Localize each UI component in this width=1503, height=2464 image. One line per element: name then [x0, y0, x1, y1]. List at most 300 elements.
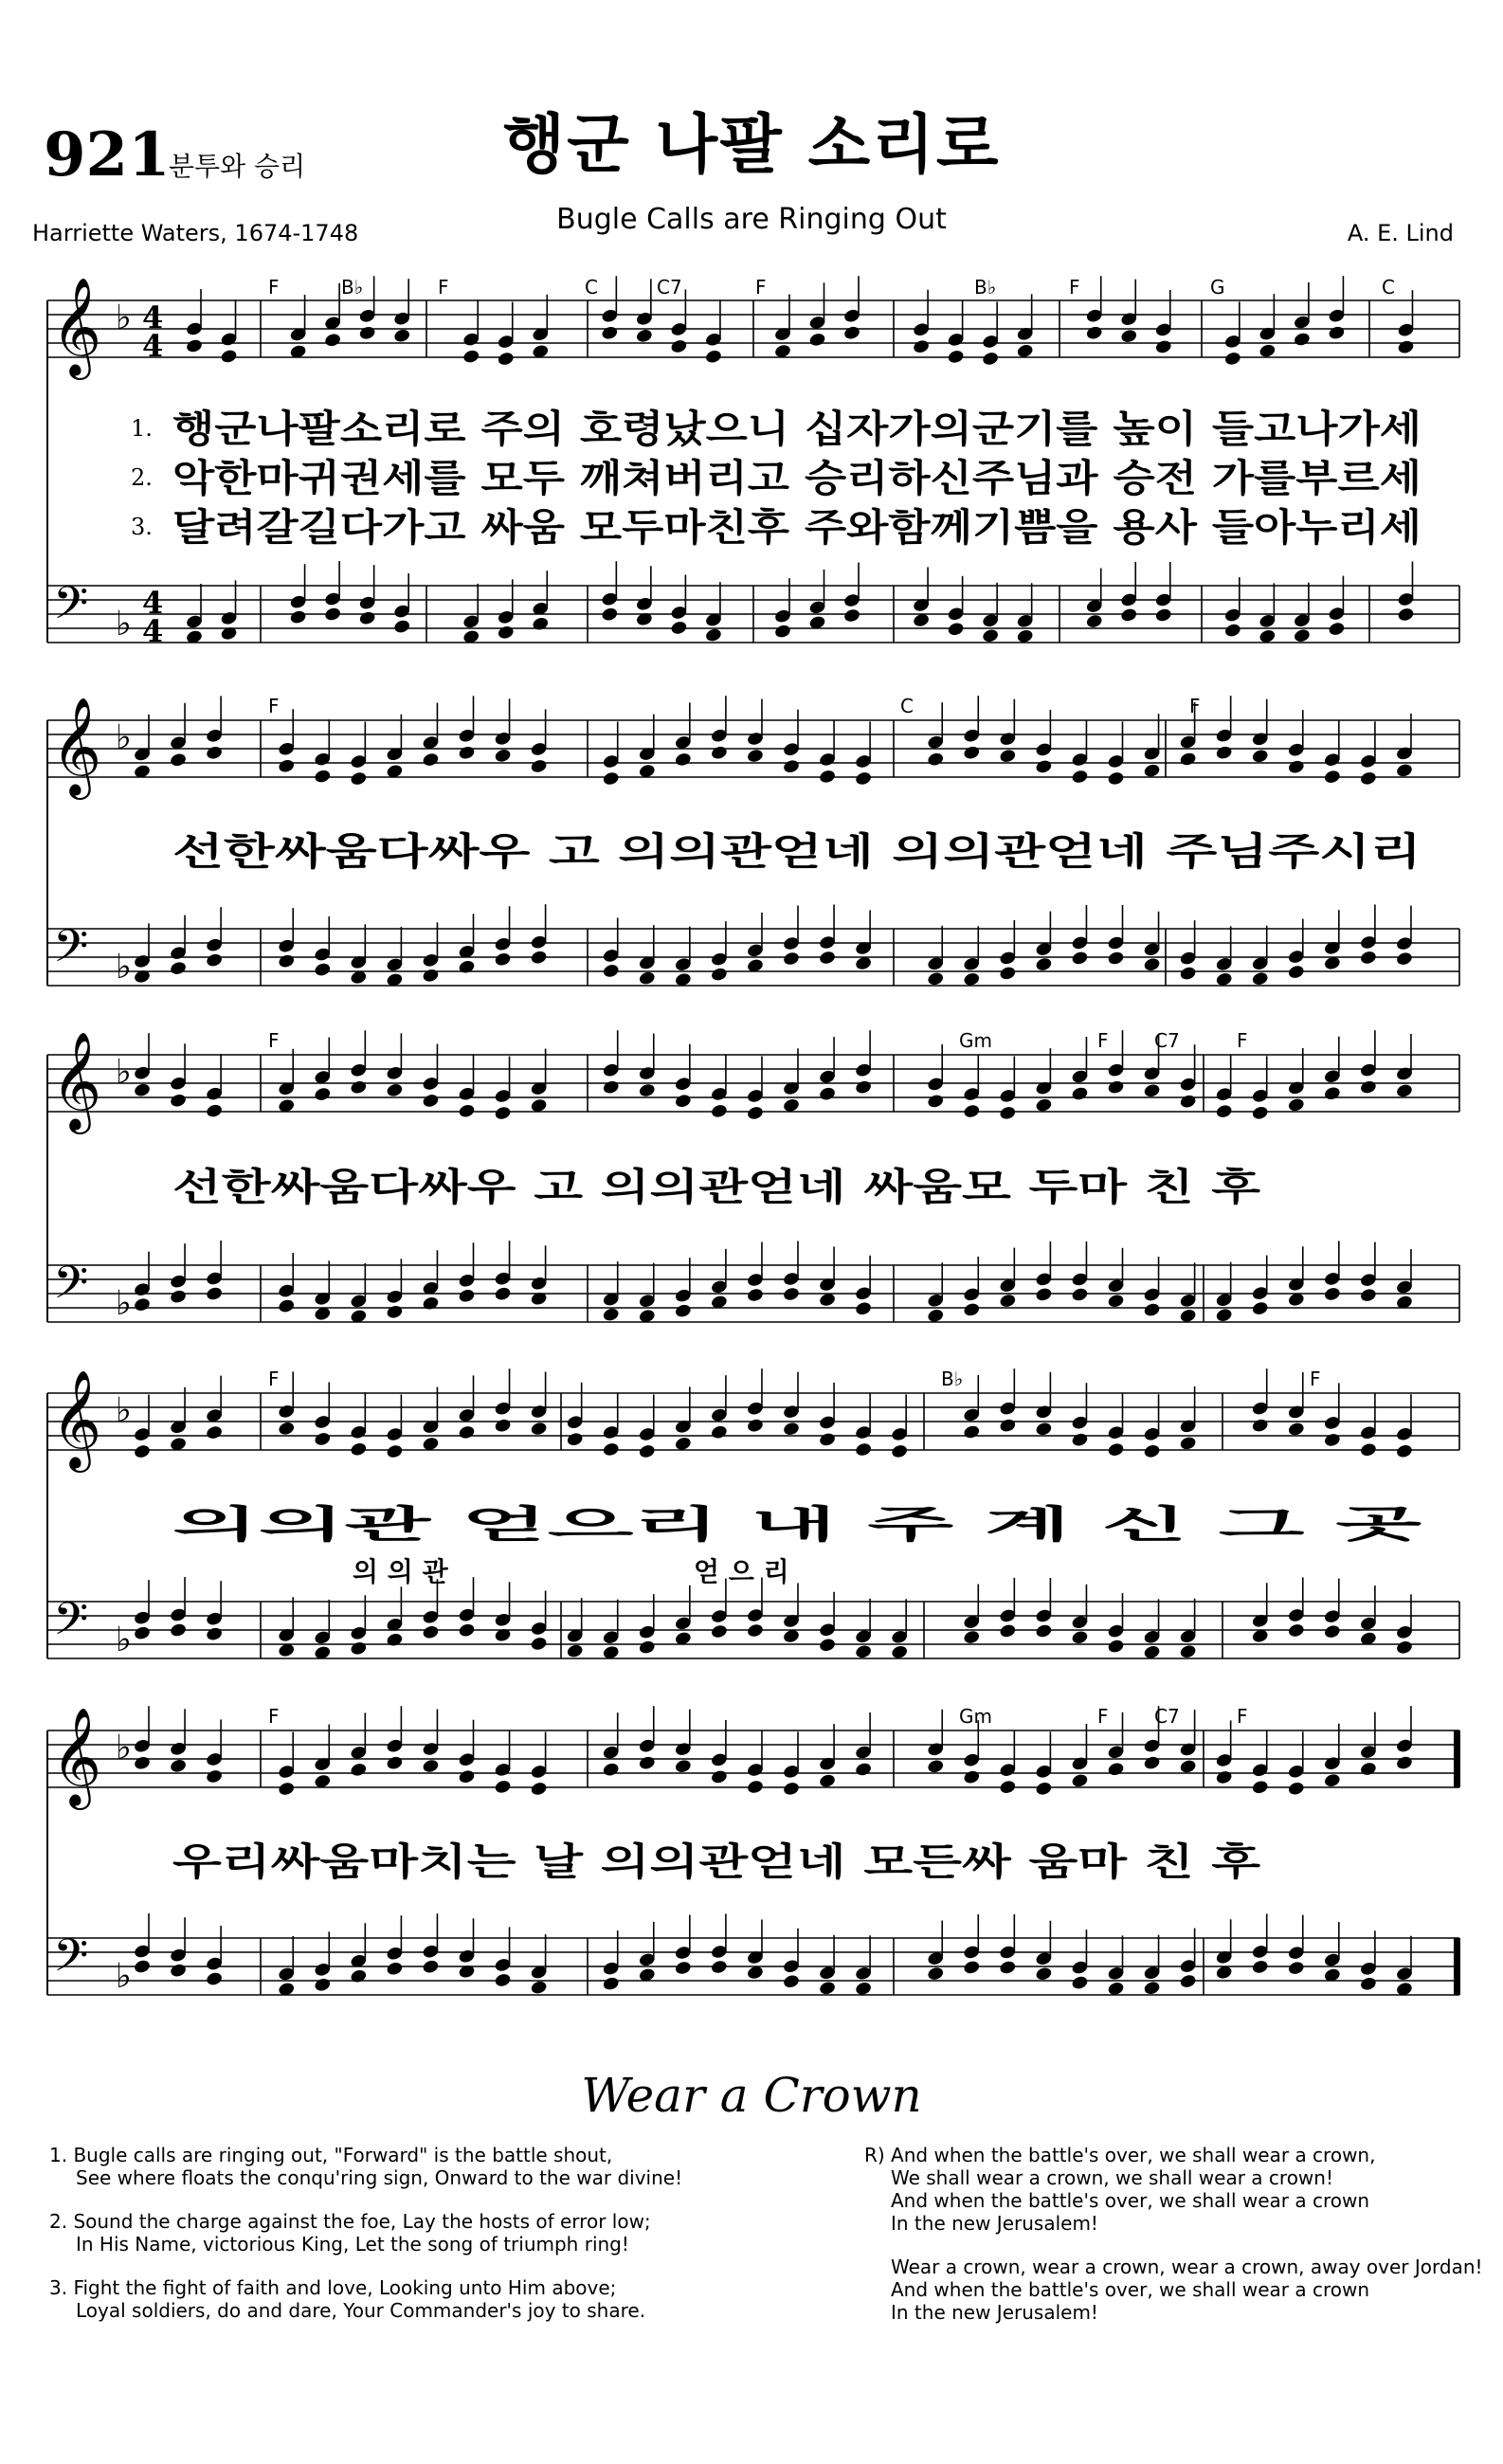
chord-symbol: F [268, 695, 280, 717]
note-head [1035, 1623, 1053, 1640]
note-head [169, 1963, 187, 1979]
lyric-line-refrain-1: 선한싸움다싸우 고 의의관얻네 의의관얻네 주님주시리 [172, 830, 1422, 874]
note-head [422, 1093, 440, 1109]
note-head [393, 328, 411, 344]
note-head [386, 1443, 404, 1459]
note-head [462, 349, 480, 365]
note-head [891, 1443, 909, 1459]
note-head [422, 1758, 440, 1774]
note-head [422, 1624, 440, 1640]
note-head [1293, 332, 1311, 348]
note-head [386, 1961, 404, 1977]
note-head [350, 1968, 368, 1984]
note-head [278, 1781, 296, 1797]
note-head [842, 325, 860, 341]
note-head [704, 627, 722, 643]
flat-icon: ♭ [116, 1729, 132, 1767]
verse-number: 1. [131, 415, 153, 442]
note-head [947, 621, 965, 637]
chord-symbol: F [1189, 695, 1201, 717]
note-head [206, 745, 224, 761]
note-head [458, 1622, 476, 1639]
note-head [963, 1629, 981, 1645]
chord-symbol: F [268, 1705, 280, 1728]
bass-clef-icon: 𝄢 [53, 1929, 89, 1993]
note-head [422, 1959, 440, 1975]
note-head [638, 1443, 656, 1459]
note-head [1035, 1097, 1053, 1114]
lyric-line-verse-2: 악한마귀권세를 모두 깨쳐버리고 승리하신주님과 승전 가를부르세 [172, 457, 1422, 500]
composer-credit: A. E. Lind [1347, 220, 1454, 246]
note-head [206, 1103, 224, 1119]
note-head [494, 1779, 512, 1795]
note-head [1154, 607, 1172, 624]
chord-symbol: F [1237, 1029, 1248, 1052]
note-head [1179, 1643, 1197, 1659]
note-head [855, 1643, 873, 1659]
note-head [1323, 1623, 1341, 1640]
note-head [1359, 1079, 1377, 1096]
verse-line: 3. Fight the fight of faith and love, Looking unto Him above; [49, 2276, 617, 2299]
note-head [324, 607, 342, 623]
note-head [601, 325, 619, 341]
note-head [1397, 339, 1415, 355]
note-head [169, 1289, 187, 1305]
chord-symbol: B♭ [974, 276, 997, 299]
verse-line: Loyal soldiers, do and dare, Your Commander's joy to share. [76, 2299, 646, 2322]
note-head [782, 1286, 800, 1302]
note-head [494, 1286, 512, 1302]
note-head [1107, 770, 1125, 787]
note-head [494, 951, 512, 968]
chord-symbol: B♭ [341, 276, 364, 299]
note-head [927, 752, 945, 768]
note-head [497, 625, 515, 641]
note-head [314, 1086, 332, 1102]
note-head [1143, 763, 1161, 779]
note-head [704, 349, 722, 365]
note-head [1287, 1960, 1305, 1976]
note-head [1035, 1421, 1053, 1437]
chord-symbol: F [438, 276, 449, 299]
time-signature-bottom: 4 [142, 613, 164, 649]
note-head [635, 328, 653, 344]
note-head [913, 338, 931, 354]
hymn-number: 921 [44, 119, 171, 190]
treble-clef-icon: 𝄞 [51, 1707, 102, 1806]
note-head [963, 1103, 981, 1119]
chord-symbol: C7 [1154, 1705, 1180, 1728]
lyric-line-refrain-4: 우리싸움마치는 날 의의관얻네 모든싸 움마 친 후 [172, 1840, 1261, 1884]
note-head [350, 1640, 368, 1657]
note-head [169, 1622, 187, 1639]
note-head [818, 1086, 836, 1102]
note-head [422, 1295, 440, 1312]
note-head [1143, 1755, 1161, 1771]
note-head [1120, 328, 1138, 344]
note-head [1085, 613, 1103, 629]
verse-line: In the new Jerusalem! [891, 2212, 1098, 2235]
chord-symbol: F [1237, 1705, 1248, 1728]
note-head [1215, 1769, 1233, 1785]
note-head [1397, 607, 1415, 623]
note-head [278, 953, 296, 969]
note-head [1120, 607, 1138, 624]
note-head [1359, 1287, 1377, 1303]
note-head [638, 1082, 656, 1098]
note-head [566, 1431, 584, 1447]
note-head [855, 1441, 873, 1458]
note-head [602, 770, 620, 787]
hymn-title-english: Bugle Calls are Ringing Out [556, 203, 947, 236]
note-head [314, 1431, 332, 1447]
note-head [710, 1959, 728, 1975]
note-head [1323, 769, 1341, 785]
note-head [1328, 325, 1346, 341]
note-head [1251, 1959, 1269, 1975]
note-head [314, 769, 332, 785]
note-head [1154, 339, 1172, 355]
lyric-line-verse-3: 달려갈길다가고 싸움 모두마친후 주와함께기쁨을 용사 들아누리세 [172, 506, 1422, 550]
note-head [1395, 1755, 1413, 1771]
note-head [1359, 1976, 1377, 1992]
note-head [927, 1094, 945, 1110]
flat-icon: ♭ [116, 718, 132, 757]
note-head [1251, 1300, 1269, 1316]
note-head [350, 1441, 368, 1458]
note-head [206, 1626, 224, 1642]
note-head [1071, 1086, 1089, 1102]
note-head [602, 1307, 620, 1323]
note-head [1287, 964, 1305, 980]
note-head [674, 752, 692, 768]
note-head [746, 1287, 764, 1303]
note-head [602, 963, 620, 979]
note-head [358, 610, 376, 626]
note-head [1359, 950, 1377, 966]
note-head [133, 1082, 151, 1098]
note-head [638, 1755, 656, 1771]
note-head [1071, 1629, 1089, 1645]
author-credit: Harriette Waters, 1674-1748 [32, 220, 359, 246]
note-head [314, 962, 332, 978]
note-head [458, 1103, 476, 1119]
verse-line: And when the battle's over, we shall wear a crown [891, 2189, 1370, 2212]
verse-line: See where floats the conqu'ring sign, Onward to the war divine! [76, 2166, 683, 2189]
note-head [133, 1296, 151, 1313]
note-head [710, 1623, 728, 1640]
note-head [169, 960, 187, 976]
chord-symbol: F [268, 1368, 280, 1390]
note-head [494, 748, 512, 764]
note-head [1287, 1097, 1305, 1114]
note-head [458, 1424, 476, 1440]
note-head [638, 1640, 656, 1656]
note-head [1323, 1432, 1341, 1448]
note-head [710, 1424, 728, 1440]
time-signature-top: 4 [142, 299, 164, 335]
note-head [1395, 1443, 1413, 1459]
note-head [1107, 1293, 1125, 1309]
note-head [358, 325, 376, 341]
flat-icon: ♭ [116, 1621, 132, 1659]
note-head [350, 1762, 368, 1778]
note-head [855, 1981, 873, 1997]
note-head [350, 1079, 368, 1096]
note-head [710, 1769, 728, 1785]
treble-clef-icon: 𝄞 [51, 277, 102, 376]
note-head [386, 1632, 404, 1648]
note-head [674, 1093, 692, 1109]
note-head [638, 970, 656, 987]
note-head [602, 1079, 620, 1096]
note-head [999, 1623, 1017, 1640]
lyric-line-verse-1: 행군나팔소리로 주의 호령났으니 십자가의군기를 높이 들고나가세 [172, 408, 1422, 451]
refrain-part-2 [864, 2256, 1490, 2324]
note-head [963, 1424, 981, 1440]
note-head [1016, 343, 1034, 359]
note-head [963, 1302, 981, 1318]
final-barline [1454, 1938, 1459, 1995]
chord-symbol: G [1210, 276, 1225, 299]
note-head [855, 1762, 873, 1778]
note-head [1107, 951, 1125, 967]
chord-symbol: F [1097, 1705, 1109, 1728]
note-head [1035, 759, 1053, 775]
note-head [670, 338, 688, 354]
note-head [278, 758, 296, 774]
note-head [1215, 1103, 1233, 1119]
note-head [1215, 1307, 1233, 1323]
chord-symbol: F [1069, 276, 1080, 299]
note-head [324, 332, 342, 348]
lyric-alto-echo-1: 의 의 관 [353, 1556, 448, 1587]
note-head [710, 745, 728, 761]
lyric-line-refrain-3: 의의관 얻으리 내 주 계 신 그 곳 [172, 1503, 1422, 1547]
note-head [1323, 1772, 1341, 1788]
note-head [458, 745, 476, 761]
note-head [999, 1960, 1017, 1976]
note-head [458, 959, 476, 975]
verse-numbers [131, 415, 153, 540]
note-head [710, 967, 728, 983]
note-head [746, 1105, 764, 1121]
note-head [133, 1959, 151, 1975]
note-head [1223, 351, 1241, 367]
note-head [982, 627, 1000, 643]
note-head [818, 1980, 836, 1996]
chord-symbol: C7 [1154, 1029, 1180, 1052]
note-head [818, 1773, 836, 1789]
note-head [1293, 627, 1311, 643]
note-head [386, 1304, 404, 1320]
note-head [1143, 1980, 1161, 1996]
note-head [746, 1622, 764, 1639]
note-head [206, 1286, 224, 1302]
verse-line: 2. Sound the charge against the foe, Lay the hosts of error low; [49, 2210, 651, 2233]
note-head [1107, 1761, 1125, 1777]
chord-symbol: C [585, 276, 598, 299]
note-head [782, 951, 800, 967]
note-head [1359, 1441, 1377, 1458]
note-head [422, 752, 440, 768]
note-head [602, 1762, 620, 1778]
note-head [601, 607, 619, 623]
note-head [927, 1966, 945, 1982]
note-head [963, 971, 981, 987]
note-head [855, 1079, 873, 1096]
note-head [1251, 1779, 1269, 1795]
note-head [220, 349, 238, 365]
flat-icon: ♭ [116, 299, 132, 337]
flat-icon: ♭ [116, 1957, 132, 1996]
note-head [746, 1779, 764, 1795]
flat-icon: ♭ [116, 605, 132, 643]
chord-symbol: F [268, 276, 280, 299]
lyric-line-refrain-2: 선한싸움다싸우 고 의의관얻네 싸움모 두마 친 후 [172, 1166, 1261, 1209]
note-head [891, 1644, 909, 1660]
note-head [1395, 951, 1413, 967]
note-head [999, 1105, 1017, 1121]
note-head [855, 1300, 873, 1316]
note-head [530, 1421, 548, 1437]
refrain-title: Wear a Crown [581, 2068, 922, 2123]
chord-symbol: Gm [959, 1029, 992, 1052]
note-head [818, 950, 836, 966]
english-verse-2 [49, 2210, 770, 2256]
note-head [1107, 1079, 1125, 1096]
note-head [314, 1977, 332, 1993]
note-head [393, 619, 411, 635]
note-head [1359, 770, 1377, 787]
note-head [1143, 956, 1161, 972]
verse-number: 2. [131, 464, 153, 491]
note-head [206, 1971, 224, 1987]
verse-line: Wear a crown, wear a crown, wear a crown, away over Jordan! [891, 2256, 1483, 2278]
english-refrain [864, 2144, 1490, 2345]
note-head [1071, 1773, 1089, 1789]
note-head [674, 1960, 692, 1976]
note-head [1251, 1105, 1269, 1121]
note-head [289, 609, 307, 625]
chord-symbol: C7 [657, 276, 682, 299]
note-head [999, 966, 1017, 982]
treble-clef-icon: 𝄞 [51, 1031, 102, 1131]
note-head [927, 1758, 945, 1774]
note-head [458, 1768, 476, 1785]
note-head [1287, 1781, 1305, 1797]
english-verse-1 [49, 2144, 770, 2189]
note-head [1179, 1094, 1197, 1110]
note-head [497, 351, 515, 367]
note-head [1143, 1302, 1161, 1318]
note-head [710, 1103, 728, 1119]
note-head [927, 1308, 945, 1324]
note-head [1071, 951, 1089, 967]
bass-clef-icon: 𝄢 [53, 576, 89, 641]
note-head [602, 1976, 620, 1992]
chord-symbol: B♭ [941, 1368, 964, 1390]
note-head [818, 1432, 836, 1448]
note-head [963, 745, 981, 761]
time-signature-bottom: 4 [142, 328, 164, 364]
flat-icon: ♭ [116, 948, 132, 987]
note-head [1287, 1422, 1305, 1438]
flat-icon: ♭ [116, 1391, 132, 1430]
verse-line: R) And when the battle's over, we shall wear a crown, [864, 2144, 1376, 2166]
note-head [963, 1960, 981, 1976]
note-head [458, 1288, 476, 1304]
note-head [278, 1298, 296, 1314]
note-head [674, 1303, 692, 1319]
note-head [494, 1972, 512, 1988]
note-head [206, 952, 224, 969]
chord-symbol: C [1382, 276, 1395, 299]
lyric-alto-echo-2: 얻 으 리 [694, 1556, 789, 1587]
note-head [133, 1443, 151, 1459]
note-head [1251, 748, 1269, 764]
note-head [773, 624, 791, 640]
note-head [530, 1781, 548, 1797]
note-head [530, 758, 548, 774]
refrain-part-1 [864, 2144, 1490, 2235]
note-head [927, 970, 945, 987]
verse-line: In His Name, victorious King, Let the song of triumph ring! [76, 2233, 629, 2256]
note-head [999, 1418, 1017, 1434]
english-verse-3 [49, 2276, 770, 2322]
note-head [1071, 1975, 1089, 1991]
note-head [206, 1424, 224, 1440]
note-head [386, 1082, 404, 1098]
note-head [746, 748, 764, 764]
note-head [133, 1755, 151, 1771]
note-head [842, 607, 860, 624]
note-head [782, 758, 800, 774]
note-head [169, 752, 187, 768]
note-head [999, 748, 1017, 764]
note-head [1287, 1622, 1305, 1639]
note-head [782, 1097, 800, 1114]
note-head [1328, 621, 1346, 637]
note-head [1395, 1640, 1413, 1656]
note-head [494, 1105, 512, 1121]
note-head [1107, 1441, 1125, 1458]
note-head [670, 620, 688, 636]
note-head [1179, 966, 1197, 982]
note-head [1035, 1781, 1053, 1797]
note-head [674, 1436, 692, 1452]
verse-line: 1. Bugle calls are ringing out, "Forward" is the battle shout, [49, 2144, 613, 2166]
note-head [1251, 1418, 1269, 1434]
flat-icon: ♭ [116, 1284, 132, 1323]
note-head [530, 950, 548, 966]
note-head [602, 1441, 620, 1458]
verse-line: In the new Jerusalem! [891, 2301, 1098, 2324]
note-head [982, 351, 1000, 367]
chord-symbol: Gm [959, 1705, 992, 1728]
note-head [1395, 763, 1413, 779]
english-verses [49, 2144, 770, 2343]
note-head [1035, 1287, 1053, 1303]
flat-icon: ♭ [116, 1053, 132, 1092]
hymn-title-korean: 행군 나팔 소리로 [502, 108, 1001, 183]
note-head [1071, 769, 1089, 785]
final-barline [1454, 1730, 1459, 1787]
chord-symbol: F [1097, 1029, 1109, 1052]
note-head [1323, 1286, 1341, 1302]
treble-clef-icon: 𝄞 [51, 1369, 102, 1469]
note-head [1215, 745, 1233, 761]
